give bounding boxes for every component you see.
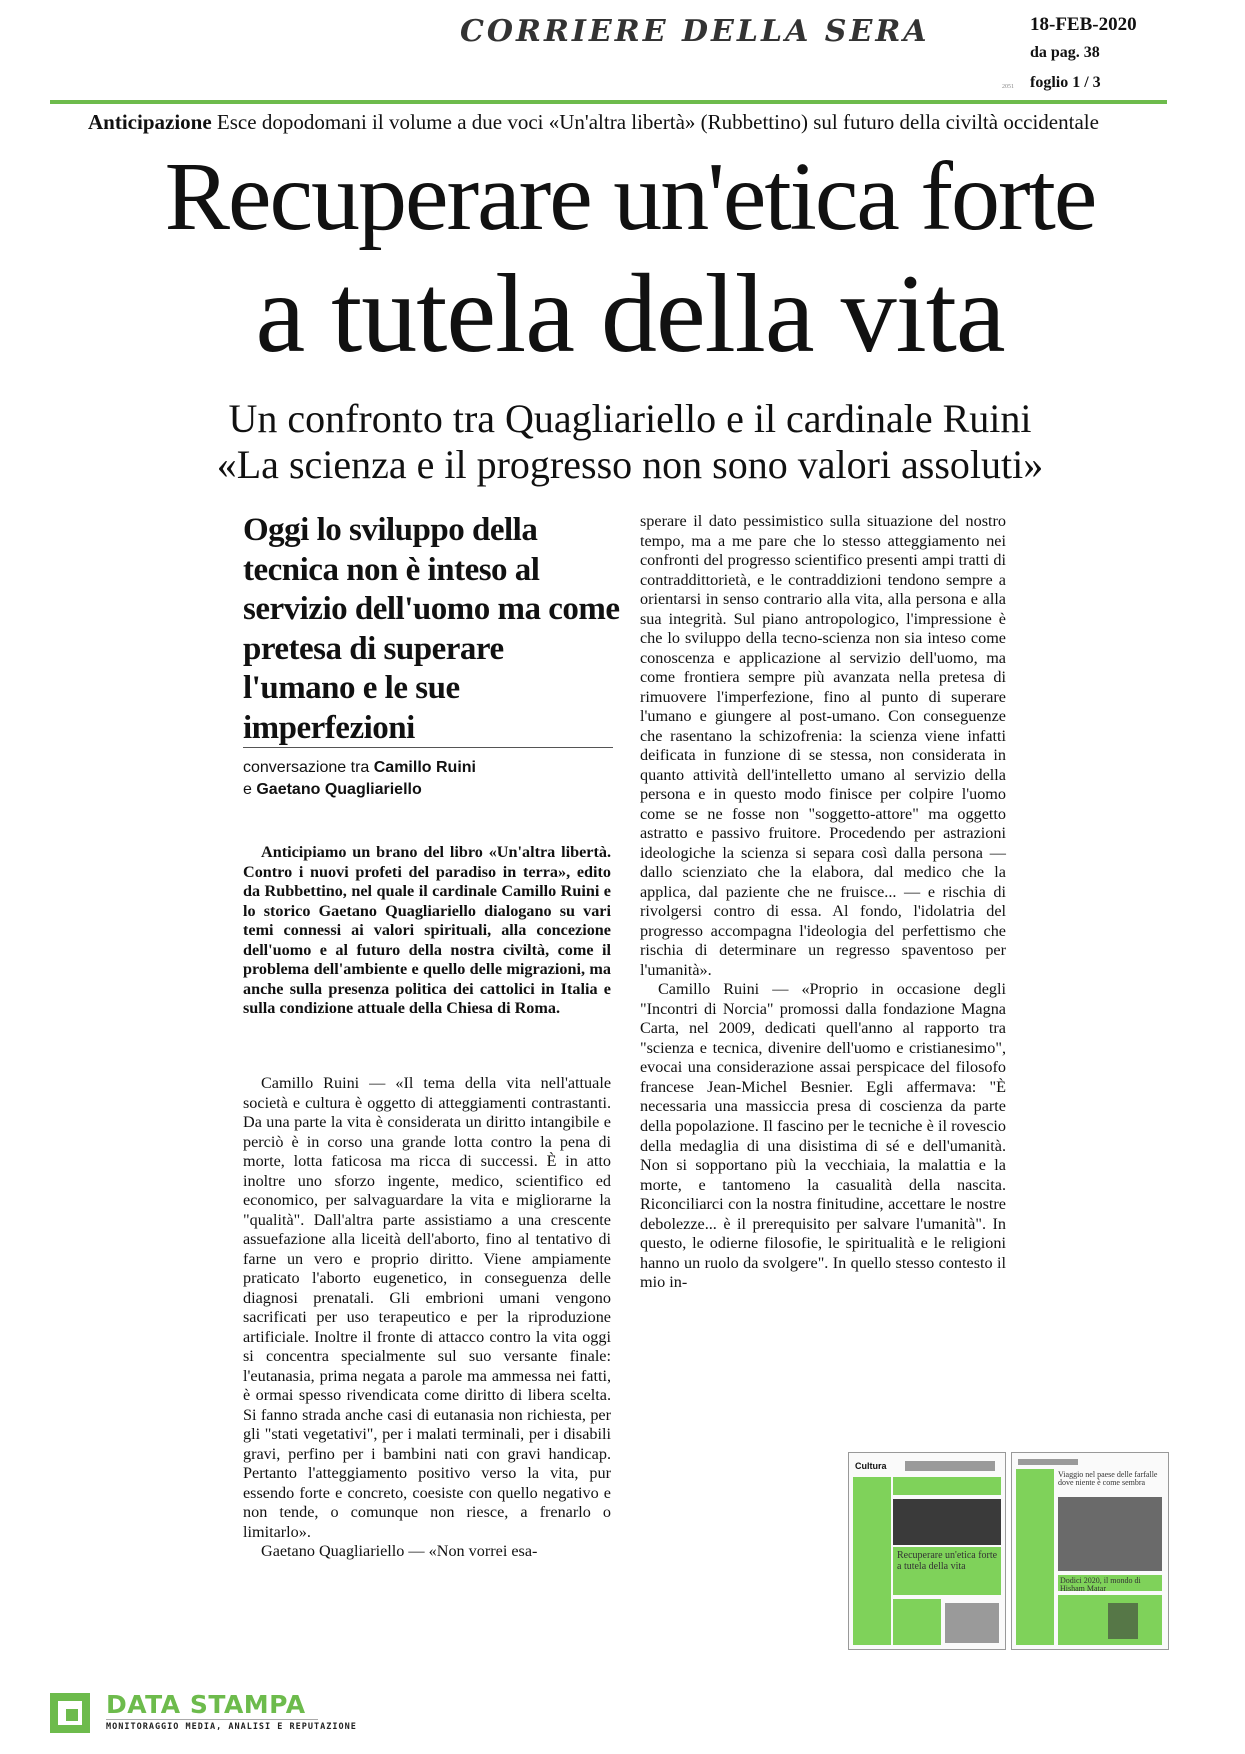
page-thumbnail-2 bbox=[1011, 1452, 1169, 1650]
thumbnail-section-label: Cultura bbox=[855, 1461, 887, 1471]
byline-prefix: conversazione tra bbox=[243, 759, 370, 776]
publication-date: 18-FEB-2020 bbox=[1030, 14, 1137, 35]
page-reference: da pag. 38 bbox=[1030, 44, 1100, 61]
byline bbox=[243, 757, 476, 800]
kicker-label: Anticipazione bbox=[88, 110, 212, 134]
headline-line-2: a tutela della vita bbox=[255, 252, 1005, 376]
lead-text: Anticipiamo un brano del libro «Un'altra libertà. Contro i nuovi profeti del paradiso in terra», edito da Rubbettino, nel quale il cardinale Camillo Ruini e lo storico Gaetano Quagliariello dialogano su vari temi connessi ai valori spirituali, alla concezione dell'uomo e al futuro della nostra civiltà, come il problema dell'ambiente e quello delle migrazioni, ma anche sulla presenza politica dei cattolici in Italia e sulla condizione attuale della Chiesa di Roma. bbox=[243, 843, 611, 1018]
thumbnail-photo bbox=[893, 1499, 1001, 1545]
page-thumbnail-1 bbox=[848, 1452, 1006, 1650]
kicker bbox=[88, 110, 1099, 135]
kicker-text: Esce dopodomani il volume a due voci «Un'altra libertà» (Rubbettino) sul futuro della civiltà occidentale bbox=[216, 110, 1099, 134]
header-divider bbox=[50, 100, 1167, 104]
brand-divider bbox=[106, 1719, 318, 1720]
subhead-line-1: Un confronto tra Quagliariello e il cardinale Ruini bbox=[228, 396, 1032, 441]
thumbnail-headline: Viaggio nel paese delle farfalle dove niente è come sembra bbox=[1058, 1470, 1158, 1488]
article-column-1 bbox=[243, 1074, 611, 1562]
body-paragraph: sperare il dato pessimistico sulla situazione del nostro tempo, ma a me pare che lo stesso atteggiamento nei confronti del progresso scientifico presenti ampi tratti di contraddittorietà, e le contraddizioni tendono sempre a orientarsi in senso contrario alla vita, alla persona e alla sua integrità. Sul piano antropologico, l'impressione è che lo sviluppo della tecno-scienza non sia inteso come conoscenza e applicazione al servizio dell'uomo, ma come frontiera sempre più avanzata nella pretesa di rimuovere l'imperfezione, fino al punto di superare l'umano e giungere al post-umano. Con conseguenze che rasentano la schizofrenia: la scienza viene infatti deificata in funzione di se stessa, non considerata in quanto attività dell'intelletto umano al servizio della persona e in questo modo finisce per colpire l'uomo come se ne fosse non "soggetto-attore" ma oggetto astratto e passivo fruitore. Procedendo per astrazioni ideologiche la scienza si separa così dalla persona — dallo scienziato che la elabora, dal medico che la applica, dal paziente che ne fruisce... — e rischia di rivolgersi contro di essa. Al fondo, l'idolatria del progresso accompagna l'ideologia del perfettismo che rischia di determinare un regresso spaventoso per l'umanità». bbox=[640, 512, 1006, 979]
pullquote-divider bbox=[243, 747, 613, 748]
clip-code: 2051 bbox=[1002, 84, 1014, 90]
body-paragraph: Camillo Ruini — «Proprio in occasione degli "Incontri di Norcia" promossi dalla fondazione Magna Carta, nel 2009, dedicati quell'anno al rapporto tra "scienza e tecnica, divenire dell'uomo e cristianesimo", evocai una considerazione assai perspicace del filosofo francese Jean-Michel Besnier. Egli affermava: "È necessaria una massiccia presa di coscienza da parte della popolazione. Il fascino per le tecniche è il rovescio della medaglia di una disistima di sé e dell'umanità. Non si sopportano più la vecchiaia, la malattia e la morte, e tantomeno la casualità della nascita. Riconciliarci con la nostra finitudine, accettare le nostre debolezze... è il prerequisito per salvare l'umanità". In questo, le odierne filosofie, le spiritualità e le religioni hanno un ruolo da svolgere". In quello stesso contesto il mio in- bbox=[640, 980, 1006, 1292]
byline-author-1: Camillo Ruini bbox=[373, 759, 476, 776]
body-paragraph: Camillo Ruini — «Il tema della vita nell'attuale società e cultura è oggetto di atteggiamenti contrastanti. Da una parte la vita è considerata un diritto intangibile e perciò è in corso una grande lotta contro la pena di morte, lotta faticosa ma ricca di successi. È in atto inoltre uno sforzo ingente, medico, scientifico ed economico, per salvaguardare la vita e migliorarne la "qualità". Dall'altra parte assistiamo a una crescente assuefazione alla liceità dell'aborto, fino al tentativo di farne un vero e proprio diritto. Viene ampiamente praticato l'aborto eugenetico, in conseguenza delle diagnosi prenatali. Gli embrioni umani vengono sacrificati per uso terapeutico e per la riproduzione artificiale. Inoltre il fronte di attacco contro la vita oggi si concentra specialmente sul suo versante finale: l'eutanasia, prima negata a parole ma ammessa nei fatti, è ormai spesso rivendicata come diritto di libera scelta. Si fanno strada anche casi di eutanasia non richiesta, per gli "stati vegetativi", per i malati terminali, per i disabili gravi, perfino per i bambini nati con gravi handicap. Pertanto l'atteggiamento positivo verso la vita, pur essendo forte e concreto, coesiste con quello negativo e non tende, o comunque non riesce, a frenarlo o limitarlo». bbox=[243, 1074, 611, 1541]
pull-quote: Oggi lo sviluppo della tecnica non è inteso al servizio dell'uomo ma come pretesa di superare l'umano e le sue imperfezioni bbox=[243, 512, 620, 746]
byline-and: e bbox=[243, 780, 252, 798]
byline-author-2: Gaetano Quagliariello bbox=[256, 780, 422, 798]
lead-paragraph bbox=[243, 843, 611, 1019]
newspaper-masthead: CORRIERE DELLA SERA bbox=[460, 14, 930, 49]
thumbnail-photo bbox=[1058, 1497, 1162, 1571]
body-paragraph: Gaetano Quagliariello — «Non vorrei esa- bbox=[261, 1542, 538, 1561]
headline-line-1: Recuperare un'etica forte bbox=[164, 143, 1096, 251]
sheet-number: foglio 1 / 3 bbox=[1030, 74, 1101, 91]
thumbnail-caption: Dodici 2020, il mondo di Hisham Matar bbox=[1060, 1576, 1141, 1594]
logo-inner-square bbox=[66, 1709, 78, 1721]
subhead-line-2: «La scienza e il progresso non sono valori assoluti» bbox=[216, 442, 1044, 487]
brand-tagline: MONITORAGGIO MEDIA, ANALISI E REPUTAZIONE bbox=[106, 1722, 357, 1732]
article-column-2 bbox=[640, 512, 1006, 1293]
thumbnail-headline: Recuperare un'etica forte a tutela della vita bbox=[897, 1550, 998, 1572]
brand-name: DATA STAMPA bbox=[106, 1690, 306, 1719]
